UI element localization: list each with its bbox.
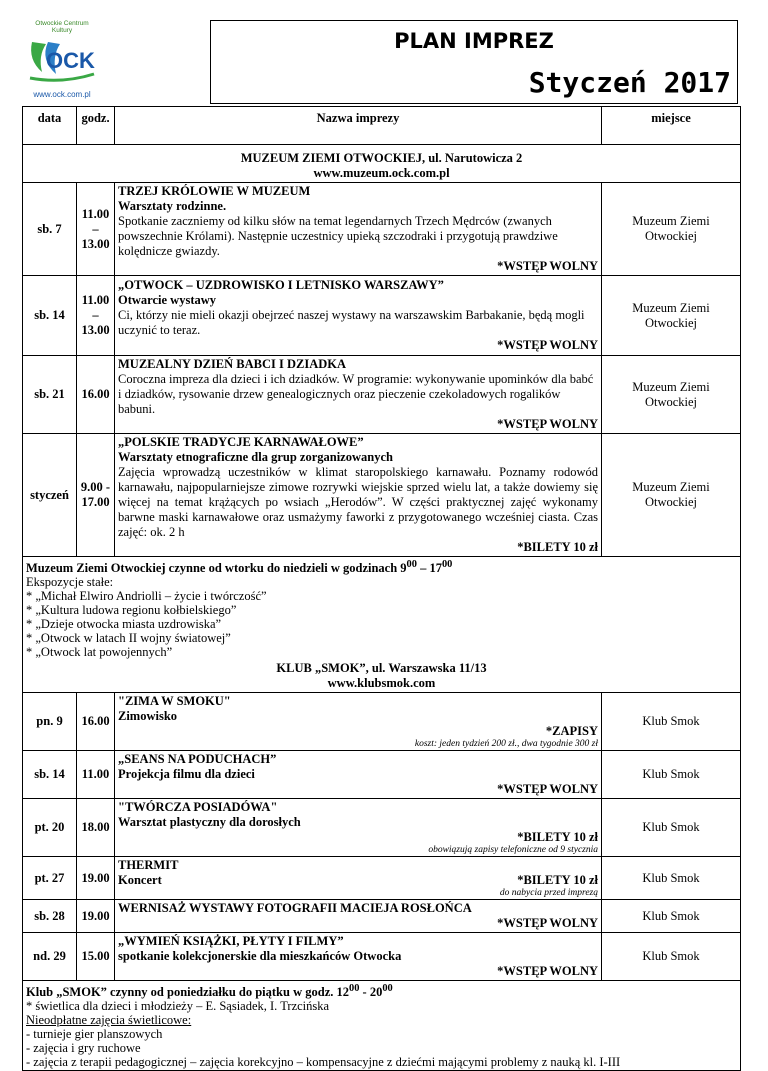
club-line: * świetlica dla dzieci i młodzieży – E. Sąsiadek, I. Trzcińska (26, 999, 330, 1014)
event-subtitle: Projekcja filmu dla dzieci (118, 767, 255, 782)
event-date: sb. 14 (23, 276, 77, 356)
event-description (115, 751, 602, 799)
museum-section-header (23, 145, 741, 183)
table-row (23, 900, 741, 933)
event-time: 18.00 (77, 799, 115, 857)
event-description (115, 356, 602, 434)
club-header: KLUB „SMOK”, ul. Warszawska 11/13 (276, 661, 487, 676)
table-row (23, 693, 741, 751)
table-row (23, 276, 741, 356)
table-row (23, 933, 741, 981)
event-title: "TWÓRCZA POSIADÓWA" (118, 800, 278, 815)
event-date: styczeń (23, 434, 77, 557)
event-place: Muzeum Ziemi Otwockiej (602, 276, 741, 356)
event-title: MUZEALNY DZIEŃ BABCI I DZIADKA (118, 357, 347, 371)
club-hours-dash: - 20 (359, 985, 383, 1000)
museum-header: MUZEUM ZIEMI OTWOCKIEJ, ul. Narutowicza 2 (240, 151, 523, 165)
event-description (115, 900, 602, 933)
event-description (115, 434, 602, 557)
club-section-header (23, 660, 741, 693)
event-time: 19.00 (77, 900, 115, 933)
event-small-note: obowiązują zapisy telefoniczne od 9 stycznia (428, 845, 598, 856)
free-activity-item: - zajęcia i gry ruchowe (26, 1041, 141, 1056)
free-activity-item: - turnieje gier planszowych (26, 1027, 163, 1042)
event-text: Zajęcia wprowadzą uczestników w klimat staropolskiego karnawału. Poznamy rodowód karnawału, najpopularniejsze zimowe rozrywki wiejskie sprzed wielu lat, a także dowiemy się więcej na temat krążących po wsiach „Herodów”. W części praktycznej zajęć wykonamy barwne maski karnawałowe oraz usmażymy faworki z przygotowanego wcześniej ciasta. Czas zajęć: ok. 2 h (118, 465, 598, 539)
event-text: Coroczna impreza dla dzieci i ich dziadków. W programie: wykonywanie upominków dla babć i dziadków, rysowanie drzew genealogicznych oraz pieczenie czekoladowych rogalików babuni. (118, 372, 594, 416)
event-text: Spotkanie zaczniemy od kilku słów na temat legendarnych Trzech Mędrców (zwanych powszechnie Królami). Następnie uczestnicy upieką szczodraki i przygotują prawdziwe kolędnicze gwiazdy. (118, 214, 558, 258)
event-date: nd. 29 (23, 933, 77, 981)
event-subtitle: spotkanie kolekcjonerskie dla mieszkańców Otwocka (118, 949, 402, 964)
title-box (210, 20, 738, 104)
club-hours-sup2: 00 (382, 983, 393, 995)
club-hours-sup1: 00 (349, 983, 360, 995)
event-title: „OTWOCK – UZDROWISKO I LETNISKO WARSZAWY” (118, 278, 444, 292)
event-date: pt. 20 (23, 799, 77, 857)
event-subtitle: Zimowisko (118, 709, 178, 724)
event-note: *WSTĘP WOLNY (497, 916, 598, 931)
event-title: TRZEJ KRÓLOWIE W MUZEUM (118, 184, 311, 198)
event-subtitle: Otwarcie wystawy (118, 293, 217, 307)
logo-top-text: Otwockie Centrum Kultury (35, 20, 89, 34)
logo-url: www.ock.com.pl (33, 90, 91, 99)
event-time: 19.00 (77, 857, 115, 900)
logo-mark-text: OCK (46, 48, 95, 73)
month-title: Styczeń 2017 (528, 66, 731, 99)
free-activities-title: Nieodpłatne zajęcia świetlicowe: (26, 1013, 192, 1028)
event-place: Muzeum Ziemi Otwockiej (602, 356, 741, 434)
exhibit-item: * „Kultura ludowa regionu kołbielskiego” (26, 603, 237, 618)
event-note: *BILETY 10 zł (517, 540, 598, 554)
ock-logo (26, 20, 98, 102)
museum-hours-dash: – 17 (416, 561, 442, 576)
club-url: www.klubsmok.com (327, 676, 436, 691)
club-info-row (23, 981, 741, 1071)
table-row (23, 183, 741, 276)
event-place: Muzeum Ziemi Otwockiej (602, 434, 741, 557)
exhibit-item: * „Otwock lat powojennych” (26, 645, 173, 660)
museum-hours (26, 558, 737, 575)
event-note: *WSTĘP WOLNY (497, 964, 598, 979)
event-title: „POLSKIE TRADYCJE KARNAWAŁOWE” (118, 435, 364, 449)
event-date: sb. 28 (23, 900, 77, 933)
exhibit-item: * „Dzieje otwocka miasta uzdrowiska” (26, 617, 222, 632)
col-header-date: data (23, 107, 77, 145)
event-note: *WSTĘP WOLNY (497, 259, 598, 273)
event-time: 15.00 (77, 933, 115, 981)
events-table (22, 106, 741, 1071)
event-time: 11.00 – 13.00 (77, 183, 115, 276)
museum-url: www.muzeum.ock.com.pl (313, 166, 450, 180)
col-header-time: godz. (77, 107, 115, 145)
exhibit-item: * „Michał Elwiro Andriolli – życie i twórczość” (26, 589, 267, 604)
header (22, 18, 740, 106)
event-title: "ZIMA W SMOKU" (118, 694, 231, 709)
page (22, 18, 740, 1071)
event-description (115, 276, 602, 356)
table-row (23, 799, 741, 857)
event-title: WERNISAŻ WYSTAWY FOTOGRAFII MACIEJA ROSŁOŃCA (118, 901, 472, 916)
event-place: Klub Smok (602, 900, 741, 933)
event-time: 16.00 (77, 356, 115, 434)
event-date: sb. 14 (23, 751, 77, 799)
page-title: PLAN IMPREZ (394, 29, 554, 53)
event-place: Klub Smok (602, 857, 741, 900)
event-time: 16.00 (77, 693, 115, 751)
event-description (115, 799, 602, 857)
event-date: pt. 27 (23, 857, 77, 900)
event-note: *WSTĘP WOLNY (497, 338, 598, 352)
event-time: 11.00 (77, 751, 115, 799)
exhibit-item: * „Otwock w latach II wojny światowej” (26, 631, 231, 646)
event-title: THERMIT (118, 858, 179, 873)
event-note: *ZAPISY (545, 724, 598, 739)
event-place: Klub Smok (602, 751, 741, 799)
event-small-note: do nabycia przed imprezą (499, 888, 598, 899)
event-note: *WSTĘP WOLNY (497, 782, 598, 797)
museum-hours-text: Muzeum Ziemi Otwockiej czynne od wtorku do niedzieli w godzinach 9 (26, 561, 407, 576)
event-date: sb. 7 (23, 183, 77, 276)
col-header-name: Nazwa imprezy (115, 107, 602, 145)
museum-info-row (23, 557, 741, 661)
table-row (23, 857, 741, 900)
ock-logo-mark-icon (26, 34, 98, 84)
event-subtitle: Warsztat plastyczny dla dorosłych (118, 815, 301, 830)
event-description (115, 857, 602, 900)
event-subtitle: Warsztaty rodzinne. (118, 199, 227, 213)
event-date: sb. 21 (23, 356, 77, 434)
col-header-place: miejsce (602, 107, 741, 145)
table-row (23, 751, 741, 799)
free-activity-item: - zajęcia z terapii pedagogicznej – zajęcia korekcyjno – kompensacyjne z dziećmi mającymi problemy z nauką kl. I-III (26, 1055, 621, 1070)
event-place: Klub Smok (602, 799, 741, 857)
event-description (115, 183, 602, 276)
event-time: 11.00 – 13.00 (77, 276, 115, 356)
club-hours (26, 982, 737, 999)
table-header-row (23, 107, 741, 145)
event-title: „WYMIEŃ KSIĄŻKI, PŁYTY I FILMY” (118, 934, 344, 949)
table-row (23, 356, 741, 434)
exhibits-title: Ekspozycje stałe: (26, 575, 114, 590)
event-row (118, 873, 598, 888)
event-place: Muzeum Ziemi Otwockiej (602, 183, 741, 276)
event-description (115, 933, 602, 981)
event-subtitle: Warsztaty etnograficzne dla grup zorganizowanych (118, 450, 393, 464)
event-text: Ci, którzy nie mieli okazji obejrzeć naszej wystawy na warszawskim Barbakanie, będą mogli uczynić to teraz. (118, 308, 585, 337)
event-note: *BILETY 10 zł (517, 830, 598, 845)
event-subtitle: Koncert (118, 873, 162, 888)
event-date: pn. 9 (23, 693, 77, 751)
table-row (23, 434, 741, 557)
event-small-note: koszt: jeden tydzień 200 zł., dwa tygodnie 300 zł (414, 739, 598, 750)
event-note: *WSTĘP WOLNY (497, 417, 598, 431)
event-note: *BILETY 10 zł (517, 873, 598, 888)
event-title: „SEANS NA PODUCHACH” (118, 752, 277, 767)
club-hours-text: Klub „SMOK” czynny od poniedziałku do piątku w godz. 12 (26, 985, 349, 1000)
event-description (115, 693, 602, 751)
museum-hours-sup1: 00 (406, 559, 417, 570)
event-place: Klub Smok (602, 693, 741, 751)
event-time: 9.00 - 17.00 (77, 434, 115, 557)
museum-hours-sup2: 00 (441, 559, 453, 570)
event-place: Klub Smok (602, 933, 741, 981)
